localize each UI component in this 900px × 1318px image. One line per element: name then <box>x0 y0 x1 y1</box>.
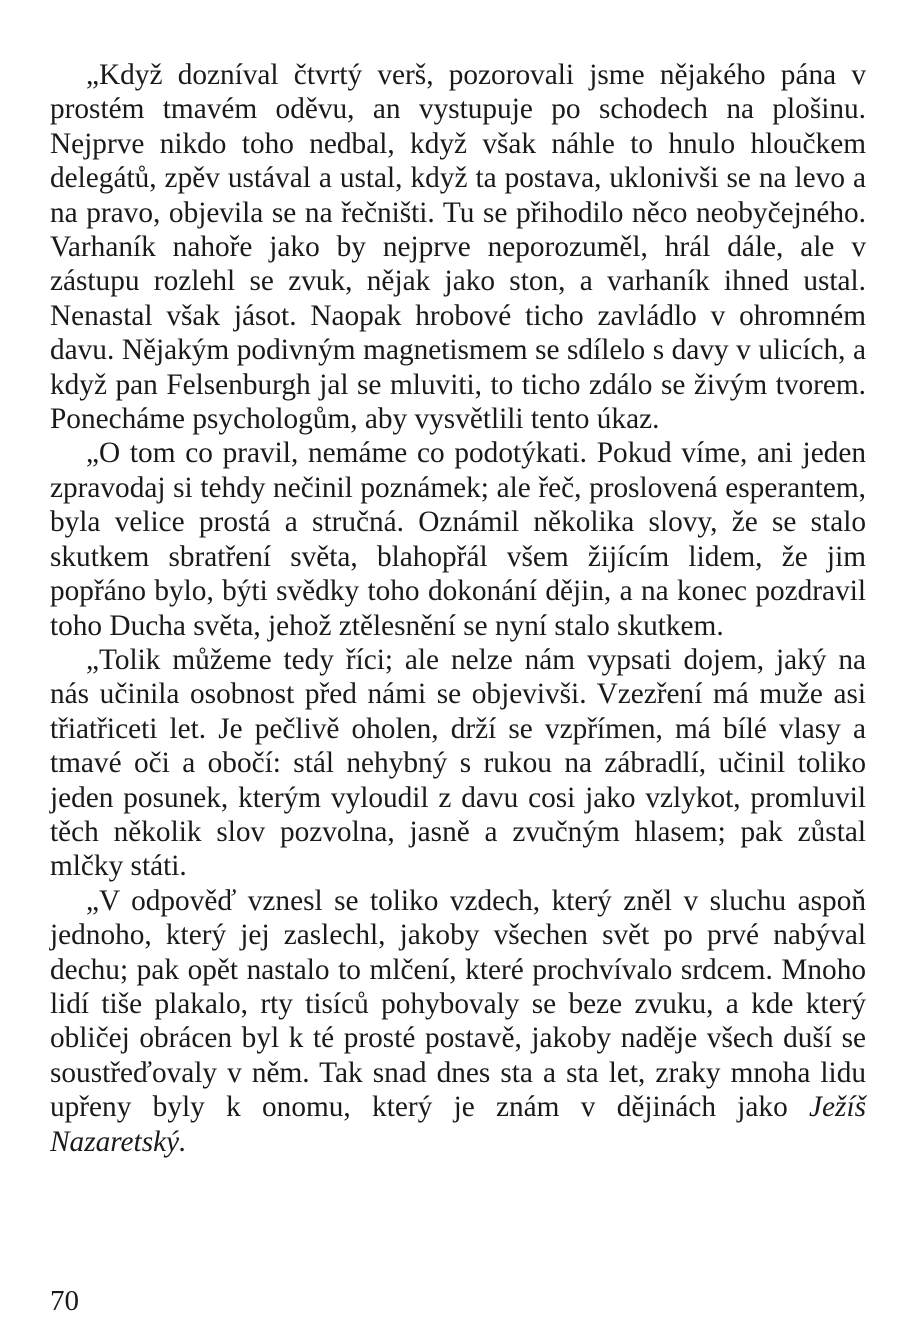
paragraph-1: „Když dozníval čtvrtý verš, pozorovali jsme nějakého pána v prostém tmavém oděvu, an vystupuje po schodech na plošinu. Nejprve nikdo toho nedbal, když však náhle to hnulo hloučkem delegátů, zpěv ustával a ustal, když ta postava, uklonivši se na levo a na pravo, objevila se na řečništi. Tu se přihodilo něco neobyčejného. Varhaník nahoře jako by nejprve neporozuměl, hrál dále, ale v zástupu rozlehl se zvuk, nějak jako ston, a varhaník ihned ustal. Nenastal však jásot. Naopak hrobové ticho zavládlo v ohromném davu. Nějakým podivným magnetismem se sdílelo s davy v ulicích, a když pan Felsenburgh jal se mluviti, to ticho zdálo se živým tvorem. Ponecháme psychologům, aby vysvětlili tento úkaz. <box>50 59 866 436</box>
paragraph-4-text: „V odpověď vznesl se toliko vzdech, který zněl v sluchu aspoň jednoho, který jej zaslechl, jakoby všechen svět po prvé nabýval dechu; pak opět nastalo to mlčení, které prochvívalo srdcem. Mnoho lidí tiše plakalo, rty tisíců pohybovaly se beze zvuku, a kde který obličej obrácen byl k té prosté postavě, jakoby naděje všech duší se soustřeďovaly v něm. Tak snad dnes sta a sta let, zraky mnoha lidu upřeny byly k onomu, který je znám v dějinách jako <box>50 884 866 1124</box>
paragraph-2: „O tom co pravil, nemáme co podotýkati. Pokud víme, ani jeden zpravodaj si tehdy nečinil poznámek; ale řeč, proslovená esperantem, byla velice prostá a stručná. Oznámil několika slovy, že se stalo skutkem sbratření světa, blahopřál všem žijícím lidem, že jim popřáno bylo, býti svědky toho dokonání dějin, a na konec pozdravil toho Ducha světa, jehož ztělesnění se nyní stalo skutkem. <box>50 437 866 642</box>
book-page-body <box>50 58 866 1159</box>
page-number: 70 <box>50 1285 79 1317</box>
italic-name: Ježíš Nazaretský. <box>50 1091 866 1158</box>
paragraph-3: „Tolik můžeme tedy říci; ale nelze nám vypsati dojem, jaký na nás učinila osobnost před námi se objevivši. Vzezření má muže asi třiatřiceti let. Je pečlivě oholen, drží se vzpřímen, má bílé vlasy a tmavé oči a obočí: stál nehybný s rukou na zábradlí, učinil toliko jeden posunek, kterým vyloudil z davu cosi jako vzlykot, promluvil těch několik slov pozvolna, jasně a zvučným hlasem; pak zůstal mlčky státi. <box>50 643 866 883</box>
paragraph-4 <box>50 884 866 1159</box>
